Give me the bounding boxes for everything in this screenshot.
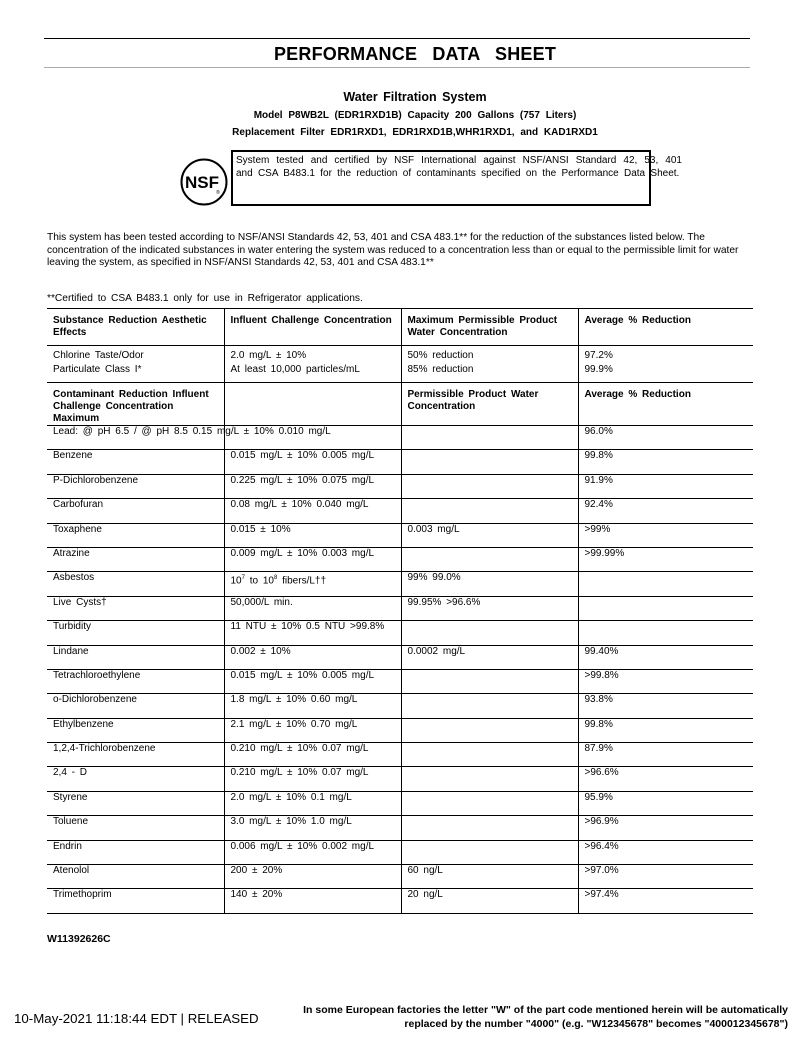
aesthetic-header-row [47,309,753,346]
document-id: W11392626C [47,933,111,945]
table-cell: 99.95% >96.6% [401,596,578,620]
table-cell: 0.015 ± 10% [224,523,401,547]
table-cell: 99.8% [578,450,753,474]
table-row [47,499,753,523]
table-row [47,426,753,450]
table-cell [578,621,753,645]
replacement-filter-line: Replacement Filter EDR1RXD1, EDR1RXD1B,WHR1RXD1, and KAD1RXD1 [232,127,598,138]
table-cell: >99.8% [578,669,753,693]
table-cell [578,572,753,596]
table-row [47,450,753,474]
table-cell [401,669,578,693]
table-cell: 96.0% [578,426,753,450]
table-cell: Styrene [47,791,224,815]
intro-paragraph: This system has been tested according to NSF/ANSI Standards 42, 53, 401 and CSA 483.1** for the reduction of the substances listed below. The concentration of the indicated substances in water entering the system was reduced to a concentration less than or equal to the permissible limit for water leaving the system, as specified in NSF/ANSI Standards 42, 53, 401 and CSA 483.1** [47,232,739,268]
table-cell [401,499,578,523]
certification-text: System tested and certified by NSF International against NSF/ANSI Standard 42, 53, 401 and CSA B483.1 for the reduction of contaminants specified on the Performance Data Sheet. [236,155,682,179]
table-row [47,523,753,547]
nsf-logo-text: NSF [185,173,219,192]
table-cell: Live Cysts† [47,596,224,620]
table-cell: 99% 99.0% [401,572,578,596]
header-contaminant-merged: Contaminant Reduction Influent Challenge Concentration Maximum [47,383,224,426]
table-cell: >99.99% [578,547,753,571]
table-cell: 93.8% [578,694,753,718]
table-cell: 11 NTU ± 10% 0.5 NTU >99.8% [224,621,401,645]
table-cell: 20 ng/L [401,889,578,913]
table-cell: 0.002 ± 10% [224,645,401,669]
table-cell: 0.006 mg/L ± 10% 0.002 mg/L [224,840,401,864]
table-cell: Trimethoprim [47,889,224,913]
table-cell: Turbidity [47,621,224,645]
table-row: Chlorine Taste/Odor 2.0 mg/L ± 10% 50% reduction 97.2% [47,346,753,365]
table-cell: >97.4% [578,889,753,913]
table-cell: Atrazine [47,547,224,571]
table-cell [401,621,578,645]
title-underline [44,67,750,68]
table-cell: 0.0002 mg/L [401,645,578,669]
header-avg: Average % Reduction [578,309,753,346]
table-row [47,791,753,815]
performance-table [47,308,753,914]
table-cell: 60 ng/L [401,865,578,889]
table-cell [401,743,578,767]
table-cell: 92.4% [578,499,753,523]
table-cell: o-Dichlorobenzene [47,694,224,718]
model-line: Model P8WB2L (EDR1RXD1B) Capacity 200 Gallons (757 Liters) [253,110,577,121]
header-max-2: Permissible Product Water Concentration [401,383,578,426]
table-cell: >96.4% [578,840,753,864]
table-row [47,645,753,669]
table-row [47,743,753,767]
table-cell: 99.40% [578,645,753,669]
table-cell: Lead: @ pH 6.5 / @ pH 8.5 0.15 mg/L ± 10% 0.010 mg/L [47,426,224,450]
table-cell [401,426,578,450]
table-cell: Endrin [47,840,224,864]
table-cell: 0.210 mg/L ± 10% 0.07 mg/L [224,767,401,791]
table-cell: 2.0 mg/L ± 10% 0.1 mg/L [224,791,401,815]
table-cell [401,718,578,742]
release-stamp: 10-May-2021 11:18:44 EDT | RELEASED [14,1011,259,1026]
table-cell [401,547,578,571]
table-row [47,889,753,913]
table-cell: 0.210 mg/L ± 10% 0.07 mg/L [224,743,401,767]
table-cell: 140 ± 20% [224,889,401,913]
svg-text:®: ® [216,190,220,196]
page-title: PERFORMANCE DATA SHEET [273,44,557,64]
table-cell: Benzene [47,450,224,474]
table-row [47,718,753,742]
footer-note-line-2: replaced by the number "4000" (e.g. "W12345678" becomes "400012345678") [404,1018,788,1030]
csa-footnote: **Certified to CSA B483.1 only for use in Refrigerator applications. [47,293,363,304]
header-influent: Influent Challenge Concentration [224,309,401,346]
table-cell: >96.6% [578,767,753,791]
header-substance: Substance Reduction Aesthetic Effects [47,309,224,346]
table-cell: Toxaphene [47,523,224,547]
table-cell: Tetrachloroethylene [47,669,224,693]
table-cell: 3.0 mg/L ± 10% 1.0 mg/L [224,816,401,840]
table-cell [401,694,578,718]
table-cell: Ethylbenzene [47,718,224,742]
table-cell [401,816,578,840]
table-row [47,621,753,645]
table-row [47,547,753,571]
table-cell: 1,2,4-Trichlorobenzene [47,743,224,767]
table-cell: Asbestos [47,572,224,596]
table-row [47,840,753,864]
table-cell: Atenolol [47,865,224,889]
table-cell: 50,000/L min. [224,596,401,620]
system-name: Water Filtration System [343,90,487,104]
table-cell: $10^7$ to $10^8$ fibers/L†† [224,572,401,596]
table-row [47,572,753,596]
top-rule [44,38,750,39]
footer-note-line-1: In some European factories the letter "W" of the part code mentioned herein will be automatically [303,1004,788,1016]
table-cell: >99% [578,523,753,547]
table-cell [401,767,578,791]
table-cell: 0.225 mg/L ± 10% 0.075 mg/L [224,474,401,498]
table-cell: P-Dichlorobenzene [47,474,224,498]
table-row [47,596,753,620]
table-cell: >96.9% [578,816,753,840]
table-cell: 95.9% [578,791,753,815]
table-cell: 0.015 mg/L ± 10% 0.005 mg/L [224,669,401,693]
table-cell: 87.9% [578,743,753,767]
table-cell [401,840,578,864]
table-cell: 1.8 mg/L ± 10% 0.60 mg/L [224,694,401,718]
table-cell: Toluene [47,816,224,840]
table-cell: 99.8% [578,718,753,742]
table-cell [401,791,578,815]
table-row [47,865,753,889]
table-row [47,669,753,693]
table-row: Particulate Class I* At least 10,000 particles/mL 85% reduction 99.9% [47,364,753,383]
table-cell: 0.009 mg/L ± 10% 0.003 mg/L [224,547,401,571]
table-cell: 0.08 mg/L ± 10% 0.040 mg/L [224,499,401,523]
contaminant-header-row [47,383,753,426]
table-cell: Lindane [47,645,224,669]
table-cell: Carbofuran [47,499,224,523]
table-cell: 2.1 mg/L ± 10% 0.70 mg/L [224,718,401,742]
table-cell: 91.9% [578,474,753,498]
table-cell: 0.015 mg/L ± 10% 0.005 mg/L [224,450,401,474]
table-row [47,474,753,498]
table-cell: 200 ± 20% [224,865,401,889]
table-cell [401,474,578,498]
nsf-logo-icon [180,158,228,206]
table-row [47,767,753,791]
table-row [47,816,753,840]
table-row [47,694,753,718]
header-max: Maximum Permissible Product Water Concentration [401,309,578,346]
table-cell [401,450,578,474]
table-cell: 0.003 mg/L [401,523,578,547]
footer-note [290,1003,788,1031]
table-cell [578,596,753,620]
table-cell: >97.0% [578,865,753,889]
header-avg-2: Average % Reduction [578,383,753,426]
table-cell: 2,4 - D [47,767,224,791]
